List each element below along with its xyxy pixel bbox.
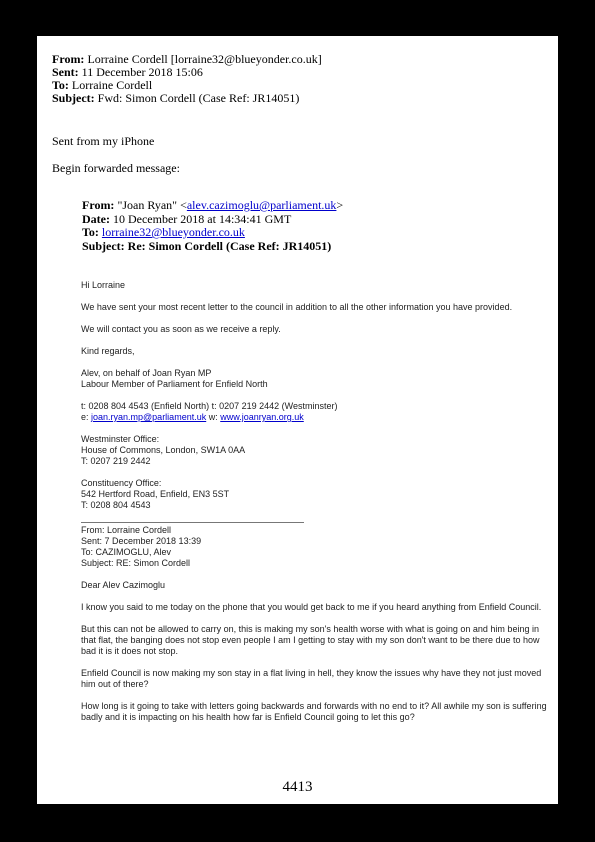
forwarded-header	[82, 199, 343, 253]
fwd-from-label: From:	[82, 198, 115, 212]
constituency-address: 542 Hertford Road, Enfield, EN3 5ST	[81, 489, 230, 499]
email-header	[52, 53, 322, 105]
westminster-title: Westminster Office:	[81, 434, 160, 444]
begin-forwarded-label: Begin forwarded message:	[52, 161, 180, 175]
reply-contacts	[81, 401, 551, 423]
original-header	[81, 525, 551, 569]
orig-paragraph-1: I know you said to me today on the phone that you would get back to me if you heard anything from Enfield Council.	[81, 602, 542, 612]
fwd-from-row	[82, 199, 343, 213]
westminster-phone: T: 0207 219 2442	[81, 456, 151, 466]
document-page	[37, 36, 558, 804]
signature-role: Labour Member of Parliament for Enfield North	[81, 379, 268, 389]
constituency-phone: T: 0208 804 4543	[81, 500, 151, 510]
constituency-office	[81, 478, 551, 511]
contact-email-link[interactable]: joan.ryan.mp@parliament.uk	[91, 412, 207, 422]
sent-label: Sent:	[52, 65, 79, 79]
sent-value: 11 December 2018 15:06	[81, 65, 203, 79]
westminster-office	[81, 434, 551, 467]
orig-paragraph-4: How long is it going to take with letters going backwards and forwards with no end to it? All awhile my son is suffering badly and it is impacting on his health how far is Enfield Council going to let this go?	[81, 701, 547, 722]
fwd-subject-row	[82, 240, 343, 254]
iphone-signature: Sent from my iPhone	[52, 134, 155, 148]
from-value: Lorraine Cordell [lorraine32@blueyonder.co.uk]	[87, 52, 322, 66]
email-prefix: e:	[81, 412, 92, 422]
fwd-date-label: Date:	[82, 211, 110, 226]
fwd-date-value: 10 December 2018 at 14:34:41 GMT	[112, 211, 292, 226]
fwd-from-email-link[interactable]: alev.cazimoglu@parliament.uk	[186, 198, 337, 212]
to-value: Lorraine Cordell	[71, 78, 153, 92]
constituency-title: Constituency Office:	[81, 478, 162, 488]
fwd-to-email-link[interactable]: lorraine32@blueyonder.co.uk	[101, 225, 245, 239]
from-label: From:	[52, 52, 85, 66]
fwd-from-close: >	[336, 198, 344, 212]
subject-label: Subject:	[52, 91, 95, 105]
to-label: To:	[52, 78, 69, 92]
reply-paragraph-1: We have sent your most recent letter to the council in addition to all the other information you have provided.	[81, 302, 513, 312]
separator-line	[81, 522, 304, 523]
page-number: 4413	[282, 779, 313, 795]
orig-subject: Subject: RE: Simon Cordell	[81, 558, 191, 568]
fwd-to-label: To:	[82, 225, 99, 239]
orig-from: From: Lorraine Cordell	[81, 525, 172, 535]
orig-paragraph-2: But this can not be allowed to carry on, this is making my son's health worse with what is going on and him being in that flat, the banging does not stop even people I am I getting to stay with my son don't want to be there due to how bad it is it does not stop.	[81, 624, 540, 656]
signature-name: Alev, on behalf of Joan Ryan MP	[81, 368, 212, 378]
westminster-address: House of Commons, London, SW1A 0AA	[81, 445, 246, 455]
contact-phones: t: 0208 804 4543 (Enfield North) t: 0207 219 2442 (Westminster)	[81, 401, 338, 411]
subject-value: Fwd: Simon Cordell (Case Ref: JR14051)	[97, 91, 300, 105]
orig-to: To: CAZIMOGLU, Alev	[81, 547, 172, 557]
message-body	[81, 280, 551, 734]
fwd-subject: Subject: Re: Simon Cordell (Case Ref: JR14051)	[82, 238, 332, 253]
reply-signature	[81, 368, 551, 390]
orig-paragraph-3: Enfield Council is now making my son stay in a flat living in hell, they know the issues why have they not just moved him out of there?	[81, 668, 542, 689]
fwd-date-row	[82, 213, 343, 227]
reply-paragraph-2: We will contact you as soon as we receive a reply.	[81, 324, 281, 334]
contact-web-link[interactable]: www.joanryan.org.uk	[220, 412, 304, 422]
orig-sent: Sent: 7 December 2018 13:39	[81, 536, 202, 546]
web-prefix: w:	[206, 412, 221, 422]
header-subject-row	[52, 92, 322, 105]
orig-greeting: Dear Alev Cazimoglu	[81, 580, 166, 590]
fwd-to-row	[82, 226, 343, 240]
reply-closing: Kind regards,	[81, 346, 135, 356]
reply-greeting: Hi Lorraine	[81, 280, 126, 290]
fwd-from-name: "Joan Ryan" <	[117, 198, 187, 212]
